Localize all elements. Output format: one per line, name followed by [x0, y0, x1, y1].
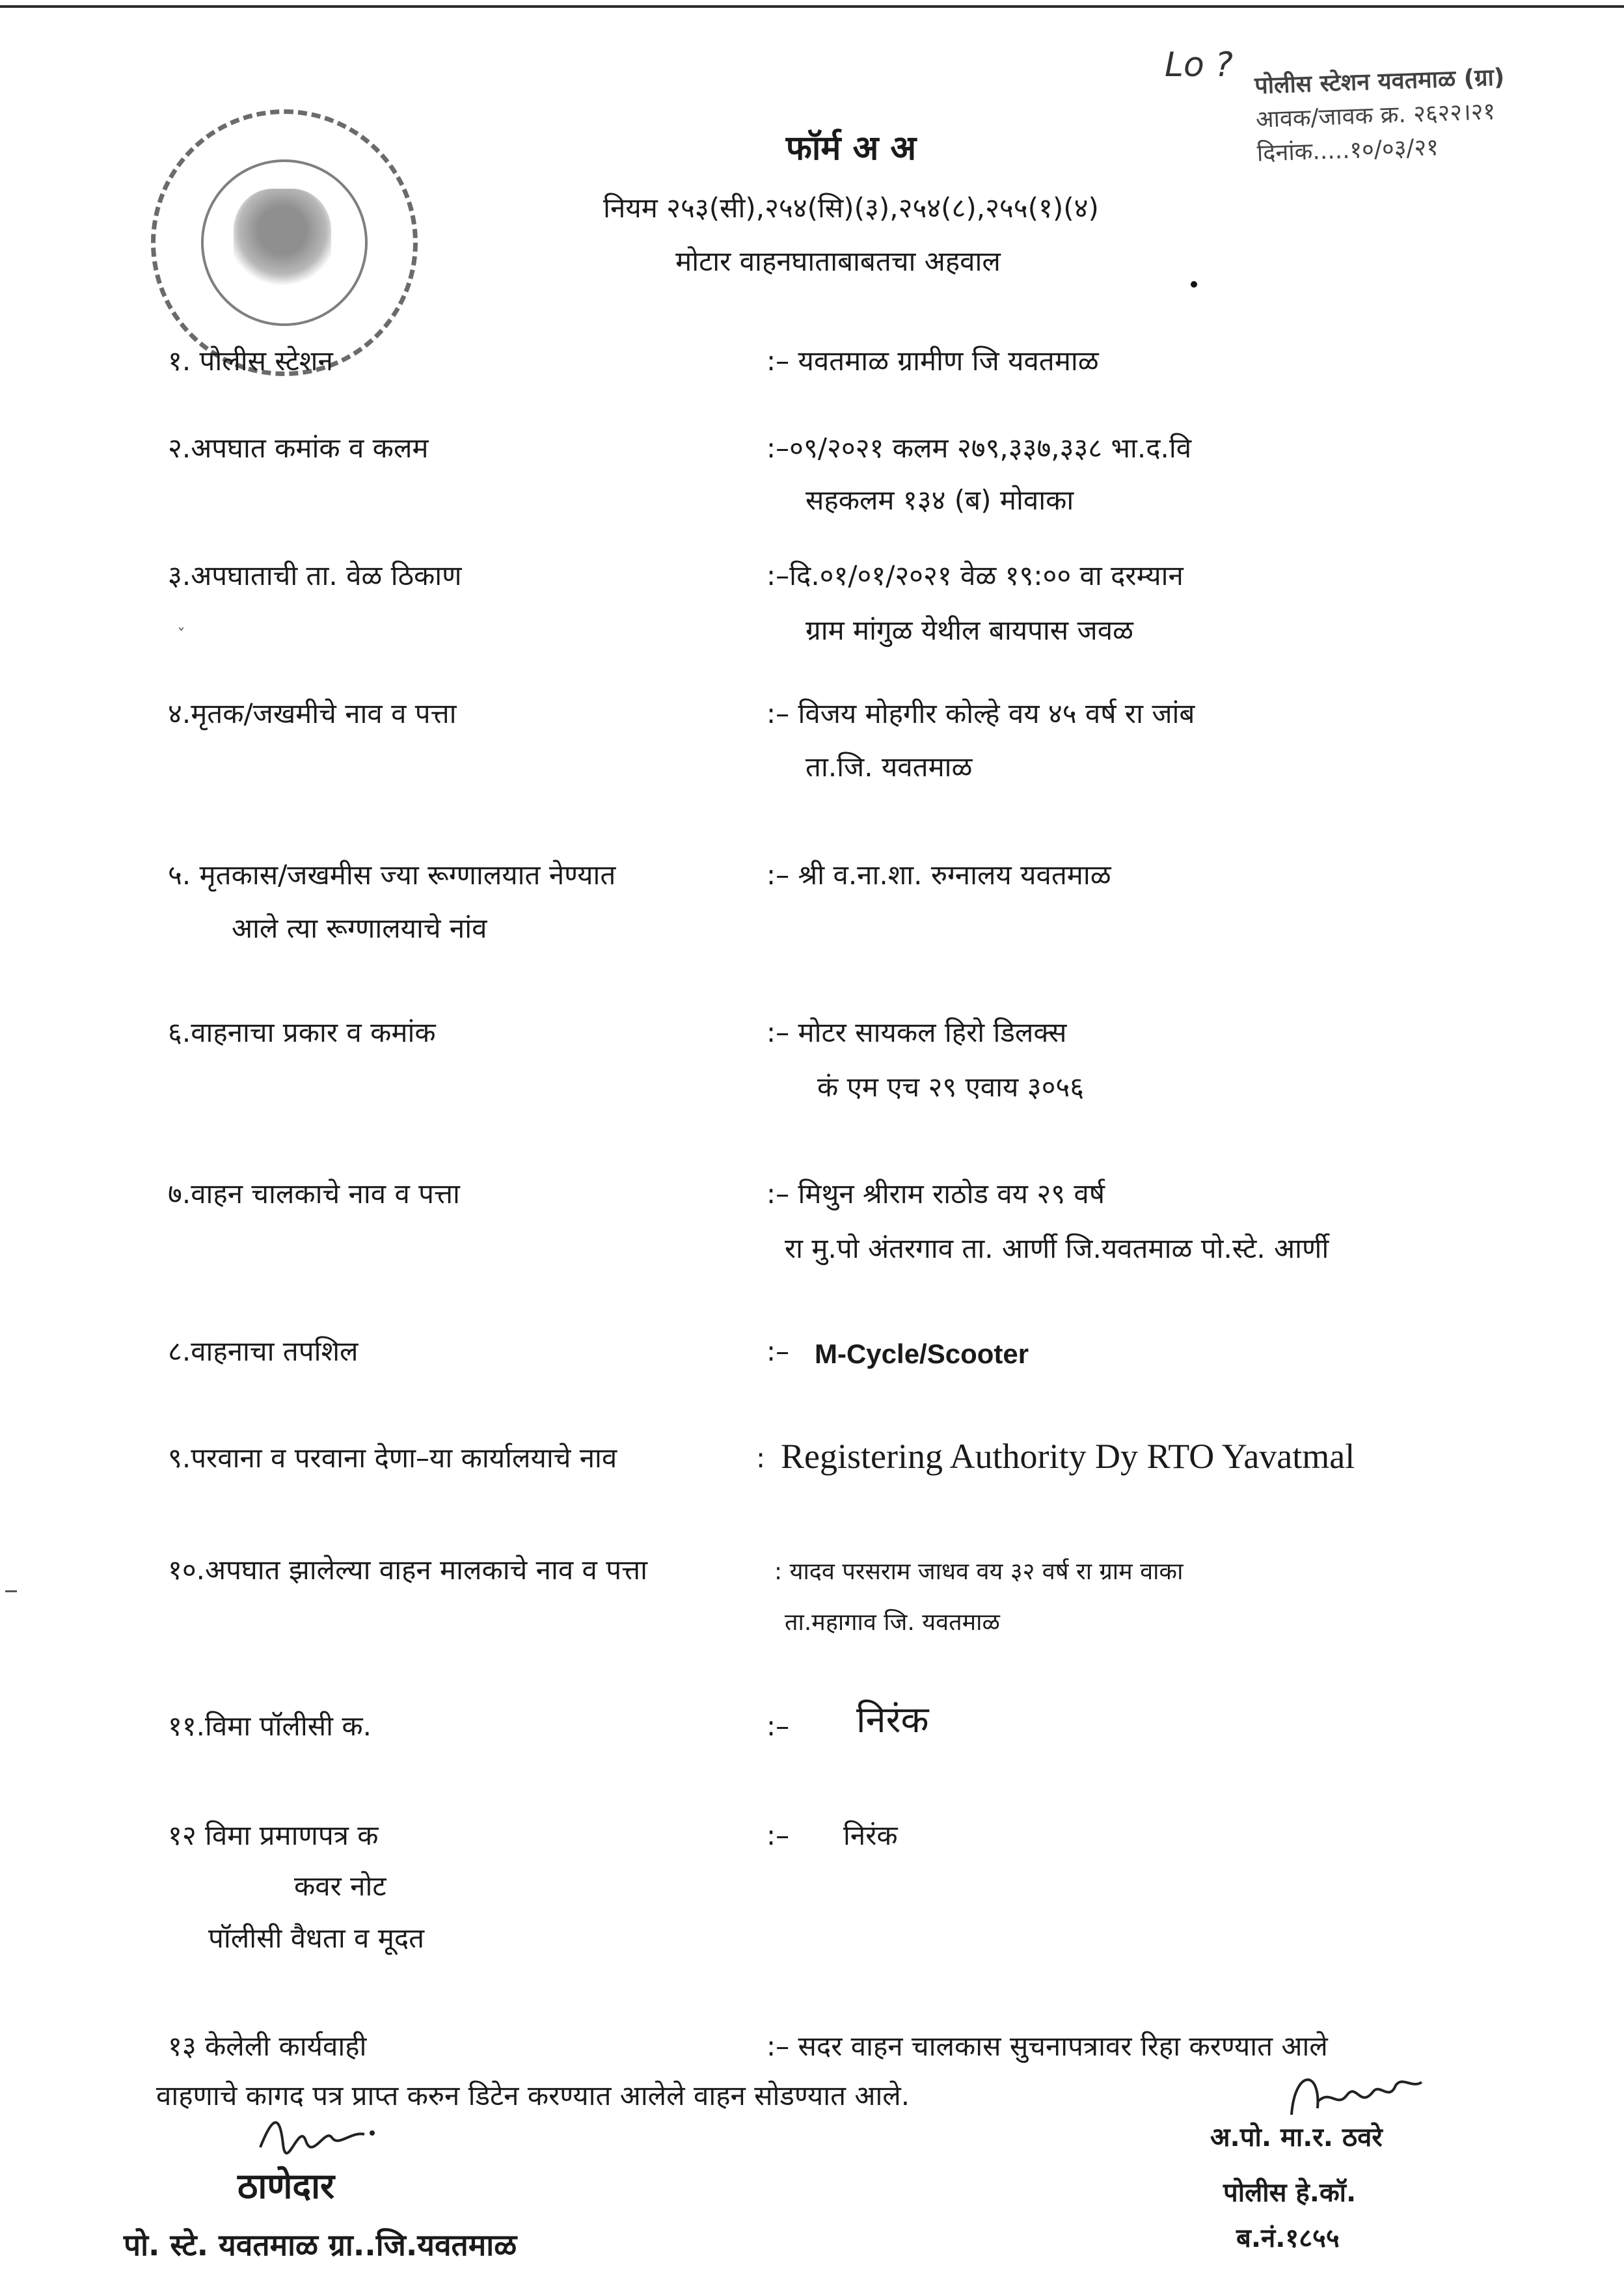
- item-2-label: २.अपघात कमांक व कलम: [168, 432, 429, 464]
- item-12-value-prefix: :–: [766, 1819, 790, 1851]
- item-9-value: Registering Authority Dy RTO Yavatmal: [781, 1437, 1355, 1476]
- item-12-label-cont-2: पॉलीसी वैधता व मूदत: [208, 1922, 425, 1954]
- item-12-value: निरंक: [843, 1819, 898, 1851]
- item-8-value-prefix: :–: [766, 1335, 790, 1367]
- item-13-value-cont: वाहणाचे कागद पत्र प्राप्त करुन डिटेन करण्यात आलेले वाहन सोडण्यात आले.: [156, 2080, 910, 2112]
- signatory-rank-right: अ.पो. मा.र. ठवरे: [1210, 2123, 1383, 2153]
- item-4-value: :– विजय मोहगीर कोल्हे वय ४५ वर्ष रा जांब: [766, 698, 1195, 729]
- top-border-line: [0, 5, 1624, 8]
- item-6-value: :– मोटर सायकल हिरो डिलक्स: [766, 1016, 1067, 1048]
- form-subtitle: मोटार वाहनघाताबाबतचा अहवाल: [675, 245, 1001, 277]
- item-12-label-cont-1: कवर नोट: [294, 1870, 386, 1902]
- item-7-value: :– मिथुन श्रीराम राठोड वय २९ वर्ष: [766, 1178, 1105, 1210]
- stamp-line-2: आवक/जावक क्र. २६२२।२१: [1255, 98, 1496, 133]
- item-9-value-prefix: :: [756, 1442, 766, 1474]
- item-6-value-cont: कं एम एच २९ एवाय ३०५६: [817, 1071, 1085, 1103]
- margin-dash: [5, 1590, 17, 1592]
- item-3-value-cont: ग्राम मांगुळ येथील बायपास जवळ: [805, 614, 1133, 646]
- item-13-label: १३ केलेली कार्यवाही: [168, 2030, 367, 2062]
- item-10-value-cont: ता.महागाव जि. यवतमाळ: [785, 1609, 1000, 1636]
- item-7-label: ७.वाहन चालकाचे नाव व पत्ता: [168, 1178, 460, 1210]
- item-4-value-cont: ता.जि. यवतमाळ: [805, 751, 973, 783]
- item-10-label: १०.अपघात झालेल्या वाहन मालकाचे नाव व पत्ता: [168, 1554, 648, 1586]
- margin-mark: ˇ: [177, 626, 185, 645]
- signatory-role-right: पोलीस हे.कॉ.: [1223, 2178, 1357, 2208]
- item-6-label: ६.वाहनाचा प्रकार व कमांक: [168, 1016, 436, 1048]
- item-3-value: :–दि.०१/०१/२०२१ वेळ १९:०० वा दरम्यान: [766, 560, 1184, 591]
- item-2-value-cont: सहकलम १३४ (ब) मोवाका: [805, 484, 1074, 516]
- signatory-badge-right: ब.नं.१८५५: [1236, 2223, 1340, 2253]
- stamp-line-1: पोलीस स्टेशन यवतमाळ (ग्रा): [1254, 64, 1505, 100]
- item-10-value: : यादव परसराम जाधव वय ३२ वर्ष रा ग्राम वाका: [774, 1558, 1184, 1585]
- form-title: फॉर्म अ अ: [785, 129, 917, 168]
- item-1-value: :– यवतमाळ ग्रामीण जि यवतमाळ: [766, 345, 1099, 377]
- stamp-line-3: दिनांक.....१०/०३/२१: [1256, 134, 1439, 168]
- signature-scrawl-left: [254, 2108, 377, 2167]
- form-rules: नियम २५३(सी),२५४(सि)(३),२५४(८),२५५(१)(४): [603, 192, 1099, 224]
- item-8-value: M-Cycle/Scooter: [815, 1338, 1029, 1369]
- signatory-office-left: पो. स्टे. यवतमाळ ग्रा..जि.यवतमाळ: [124, 2227, 517, 2262]
- item-3-label: ३.अपघाताची ता. वेळ ठिकाण: [168, 560, 462, 591]
- corner-initials: Lo ?: [1165, 46, 1233, 85]
- item-13-value: :– सदर वाहन चालकास सुचनापत्रावर रिहा करण्यात आले: [766, 2030, 1328, 2062]
- item-5-label: ५. मृतकास/जखमीस ज्या रूग्णालयात नेण्यात: [168, 859, 616, 891]
- item-5-value: :– श्री व.ना.शा. रुग्नालय यवतमाळ: [766, 859, 1111, 891]
- item-11-value-prefix: :–: [766, 1710, 790, 1742]
- item-4-label: ४.मृतक/जखमीचे नाव व पत्ता: [168, 698, 457, 729]
- item-5-label-cont: आले त्या रूग्णालयाचे नांव: [232, 912, 487, 944]
- item-11-label: ११.विमा पॉलीसी क.: [168, 1710, 372, 1742]
- item-1-label: १. पोलीस स्टेशन: [168, 345, 333, 377]
- item-2-value: :–०९/२०२१ कलम २७९,३३७,३३८ भा.द.वि: [766, 432, 1192, 464]
- item-8-label: ८.वाहनाचा तपशिल: [168, 1335, 359, 1367]
- ink-dot: [1191, 281, 1197, 288]
- signatory-title-left: ठाणेदार: [237, 2166, 335, 2207]
- item-11-value: निरंक: [856, 1699, 929, 1741]
- item-12-label: १२ विमा प्रमाणपत्र क: [168, 1819, 379, 1851]
- item-9-label: ९.परवाना व परवाना देणा–या कार्यालयाचे नाव: [168, 1442, 617, 1474]
- item-7-value-cont: रा मु.पो अंतरगाव ता. आर्णी जि.यवतमाळ पो.स्टे. आर्णी: [785, 1232, 1329, 1264]
